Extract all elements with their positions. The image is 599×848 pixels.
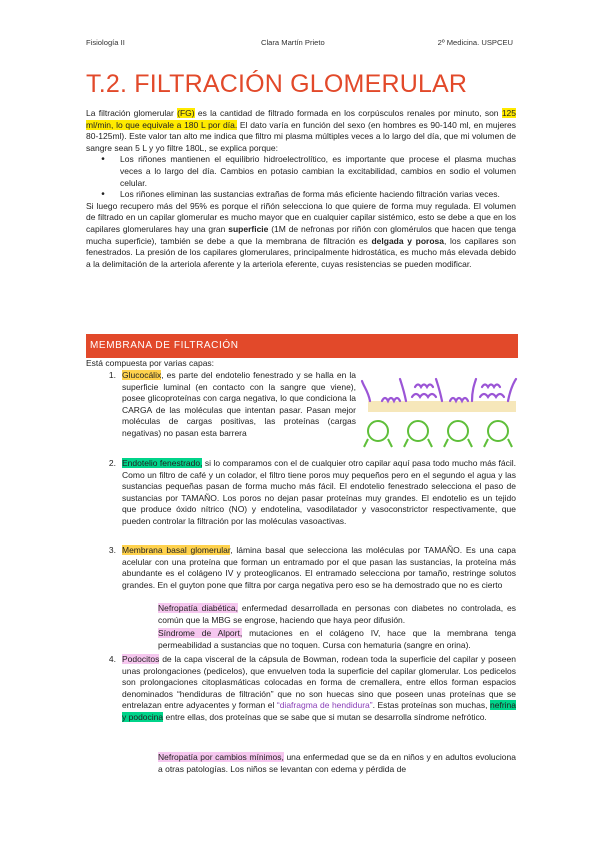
highlight-term: Nefropatía diabética, [158,603,238,613]
text-run: Si luego recupero más del 95% es porque el riñón selecciona lo que quiere de forma muy regulada. El volumen de filtrado en un capilar glomerular es mucho mayor que en cualquier capilar sistémico, esto se debe a que en los capilares glomerulares hay una gran [86,200,516,234]
glycocalyx-strand [415,385,433,388]
highlight-rate: 125 ml/min, lo que equivale a 180 L por día. [86,108,516,130]
basal-membrane-band [368,401,516,412]
intro-section [86,108,516,270]
bullet-item [86,189,516,201]
intro-paragraph [86,108,516,154]
podocyte-foot [448,421,468,441]
podocyte-process [508,439,512,447]
list-number: 2. [108,458,116,468]
list-number: 1. [108,370,116,380]
list-number: 4. [108,654,116,664]
podocyte-process [484,439,488,447]
bold-term: delgada y porosa [371,235,445,246]
header-author: Clara Martín Prieto [261,38,325,47]
section-title: MEMBRANA DE FILTRACIÓN [90,340,239,351]
list-item-membrana-basal [86,545,516,591]
bullet-dot: • [101,154,105,166]
note-sindrome-alport [86,628,516,651]
note-nefropatia-diabetica [86,603,516,626]
glycocalyx-strand [450,398,468,401]
text-run: una enfermedad que se da en niños y en adultos evoluciona a otras patologías. Los niños se levantan con edema y pérdida de [158,752,516,774]
glycocalyx-strand [362,381,370,401]
bullet-dot: • [101,189,105,201]
glycocalyx-strand [400,379,406,401]
text-run: , lámina basal que selecciona las moléculas por TAMAÑO. Es una capa acelular con una proteína que forman un entramado por el que pasan las sustancias, la proteína más abundante es el colágeno IV y proteoglicanos. El entramado selecciona por tamaño, restringe solutos grandes. En el guyton pone que filtra por carga negativa pero eso se ha demostrado que no es cierto [122,545,517,590]
text-run: si lo comparamos con el de cualquier otro capilar aquí pasa todo mucho más fácil. Como un filtro de café y un colador, el filtro tiene poros muy pequeños pero en el segundo el agua y las sustancias pequeñas pasan de forma mucho más fácil. El endotelio fenestrado selecciona el paso de sustancias por TAMAÑO. Los poros no dejan pasar proteínas muy grandes. El endotelio es un tejido que produce óxido nítrico (NO) y endotelina, vasodilatador y vasoconstrictor respectivamente, que pueden controlar la filtración por las moléculas vasoactivas. [122,458,516,526]
text-run: , es parte del endotelio fenestrado y se halla en la superficie luminal (en contacto con la sangre que viene), posee glicoproteínas con carga negativa, lo que condiciona la CARGA de las moléculas que intentan pasar. Pasan mejor moléculas de cargas positivas, las proteínas (cargas negativas) no pasan esta barrera [122,370,356,438]
podocyte-process [468,439,472,447]
text-run: El dato varía en función del sexo (en hombres es 90-140 ml, en mujeres 80-125ml). Este valor tan alto me indica que filtro mi plasma múltiples veces a lo largo del día, que mi volumen de sangre sean 5 L y yo filtre 180L, se explica porque: [86,119,516,153]
list-text [122,654,516,724]
list-item-glucocalix [86,370,356,440]
header-course: Fisiología II [86,38,125,47]
highlight-term: nefrina y podocina [122,700,516,722]
text-run: La filtración glomerular [86,108,178,118]
glycocalyx-strand [436,379,442,401]
text-run: mutaciones en el colágeno IV, hace que la membrana tenga permeabilidad a sustancias que no toquen. Cursa con hematuria (sangre en orina). [158,628,516,650]
highlight-term: Síndrome de Alport, [158,628,243,638]
podocyte-foot [408,421,428,441]
section-lead: Está compuesta por varias capas: [86,358,215,368]
text-run: (1M de nefronas por riñón con glomérulos que hacen que tenga mucha superficie), también se debe a que la membrana de filtración es [86,223,516,246]
podocyte-process [444,439,448,447]
podocyte-foot [488,421,508,441]
note-cambios-minimos [86,752,516,775]
highlight-term: Nefropatía por cambios mínimos, [158,752,284,762]
bullet-item [86,154,516,189]
list-item-endotelio [86,458,516,528]
bullet-text: Los riñones mantienen el equilibrio hidroelectrolítico, es importante que procese el plasma muchas veces a lo largo del día. Cambios en potasio cambian la excitabilidad, cambios en sodio el volumen celular. [120,154,516,188]
bullet-text: Los riñones eliminan las sustancias extrañas de forma más eficiente haciendo filtración varias veces. [120,189,500,200]
glycocalyx-strand [508,379,516,401]
text-run: es la cantidad de filtrado formada en los corpúsculos renales por minuto, son [194,108,502,118]
list-item-podocitos [86,654,516,724]
highlight-term: Glucocálix [122,370,162,380]
text-run: de la capa visceral de la cápsula de Bowman, rodean toda la superficie del capilar y poseen unas prolongaciones (pedicelos), que envuelven toda la superficie del capilar glomerular. Los pedicelos son prolongaciones citoplasmáticas colocadas en forma de cremallera, entre ellos forman espacios denominados “hendiduras de filtración” que no son huecas sino que poseen unas proteínas que se entrelazan entre adyacentes y forman el [122,654,516,711]
glycocalyx-strand [482,385,500,388]
text-run: enfermedad desarrollada en personas con diabetes no controlada, es común que la MBG se engrose, haciendo que haya peor difusión. [158,603,516,625]
list-text [122,545,516,591]
podocyte-process [428,439,432,447]
text-run: entre ellas, dos proteínas que se sabe que si mutan se desarrolla síndrome nefrótico. [163,711,487,722]
glycocalyx-strand [382,398,400,401]
colored-term: “diafragma de hendidura” [276,700,373,711]
podocyte-foot [368,421,388,441]
list-text [122,458,516,528]
text-run: , los capilares son fenestrados. La presión de los capilares glomerulares, principalmente hidrostática, es mucho más elevada debido a la delimitación de la arteriola aferente y la arteriola eferente, cuyas resistencias se pueden modificar. [86,235,516,269]
highlight-term: Membrana basal glomerular [122,545,231,555]
podocyte-process [364,439,368,447]
glycocalyx-strand [412,394,436,397]
podocyte-process [404,439,408,447]
highlight-term: Endotelio fenestrado, [122,458,203,468]
glycocalyx-strand [472,379,476,401]
filtration-membrane-diagram [360,373,520,455]
list-text [122,370,356,440]
page-title: T.2. FILTRACIÓN GLOMERULAR [86,70,468,98]
glycocalyx-strand [480,394,504,397]
section-header-bar [86,334,518,358]
bold-term: superficie [228,223,269,234]
podocyte-process [388,439,392,447]
list-number: 3. [108,545,116,555]
header-program: 2º Medicina. USPCEU [437,38,513,47]
highlight-term: Podocitos [122,654,160,664]
text-run: . Estas proteínas son muchas, [372,700,490,711]
highlight-fg: (FG) [177,108,195,118]
intro-paragraph-2 [86,201,516,271]
